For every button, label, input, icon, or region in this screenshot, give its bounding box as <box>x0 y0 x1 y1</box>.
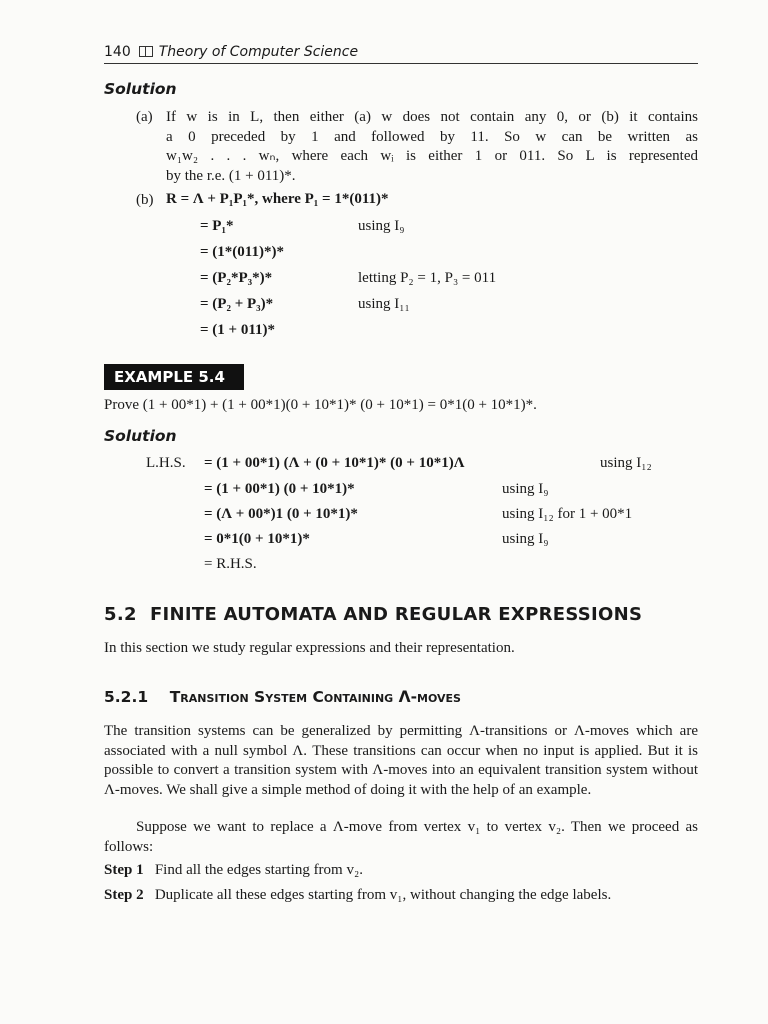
part-a-label: (a) <box>136 109 153 125</box>
proof-note: using I₉ <box>502 531 549 547</box>
section-heading <box>104 604 642 625</box>
paragraph: The transition systems can be generalized by permitting Λ-transitions or Λ-moves which are associated with a null symbol Λ. These transitions can occur when no input is applied. But it is possible to convert a transition system with Λ-moves into an equivalent transition system without Λ-moves. We shall give a simple method of doing it with the help of an example. <box>104 723 698 798</box>
part-a-text <box>166 108 698 186</box>
proof-step: = R.H.S. <box>204 556 257 572</box>
step-label: Step 2 <box>104 887 144 903</box>
part-a-line: a 0 preceded by 1 and followed by 11. So w can be written as <box>166 128 698 145</box>
step-label: Step 1 <box>104 862 144 878</box>
step-text: Find all the edges starting from v₂. <box>154 862 363 878</box>
derivation-step: = (P₂ + P₃)* <box>200 296 274 312</box>
step-item <box>104 886 698 906</box>
step-text: Duplicate all these edges starting from v₁, without changing the edge labels. <box>154 887 612 903</box>
part-a-line: w₁w₂ . . . wₙ, where each wᵢ is either 1 or 011. So L is represented <box>166 148 698 164</box>
header-rule <box>104 63 698 64</box>
proof-note: using I₉ <box>502 481 549 497</box>
book-title: Theory of Computer Science <box>158 44 359 60</box>
derivation-step: = (1 + 011)* <box>200 322 276 338</box>
part-b-label: (b) <box>136 192 154 208</box>
running-header <box>104 44 358 61</box>
derivation-step: = P₁* <box>200 218 234 234</box>
part-b-equation: R = Λ + P₁P₁*, where P₁ = 1*(011)* <box>166 191 389 207</box>
section-intro: In this section we study regular expressions and their representation. <box>104 640 515 656</box>
example-label: EXAMPLE 5.4 <box>104 364 244 390</box>
section-title: FINITE AUTOMATA AND REGULAR EXPRESSIONS <box>149 604 643 625</box>
part-a-line: If w is in L, then either (a) w does not contain any 0, or (b) it contains <box>166 109 698 125</box>
subsection-number: 5.2.1 <box>104 688 149 706</box>
proof-step: = (1 + 00*1) (Λ + (0 + 10*1)* (0 + 10*1)Λ <box>204 455 465 471</box>
proof-step: = (Λ + 00*)1 (0 + 10*1)* <box>204 506 358 522</box>
proof-step: = 0*1(0 + 10*1)* <box>204 531 310 547</box>
part-a-line: by the r.e. (1 + 011)*. <box>166 167 296 184</box>
solution-heading: Solution <box>104 80 177 98</box>
paragraph: Suppose we want to replace a Λ-move from vertex v₁ to vertex v₂. Then we proceed as follows: <box>104 819 698 855</box>
derivation-note: letting P₂ = 1, P₃ = 011 <box>358 270 497 286</box>
subsection-title: Transition System Containing Λ-moves <box>169 688 461 706</box>
example-statement: Prove (1 + 00*1) + (1 + 00*1)(0 + 10*1)* (0 + 10*1) = 0*1(0 + 10*1)*. <box>104 397 537 413</box>
solution-heading: Solution <box>104 427 177 445</box>
proof-note: using I₁₂ for 1 + 00*1 <box>502 506 633 522</box>
section-number: 5.2 <box>104 604 137 625</box>
derivation-note: using I₁₁ <box>358 296 410 312</box>
step-item <box>104 861 698 881</box>
derivation-step: = (P₂*P₃*)* <box>200 270 273 286</box>
subsection-heading <box>104 688 461 706</box>
page-number: 140 <box>104 44 131 60</box>
book-icon <box>139 46 153 57</box>
derivation-step: = (1*(011)*)* <box>200 244 284 260</box>
proof-note: using I₁₂ <box>600 455 652 471</box>
lhs-label: L.H.S. <box>146 455 186 471</box>
proof-step: = (1 + 00*1) (0 + 10*1)* <box>204 481 355 497</box>
derivation-note: using I₉ <box>358 218 405 234</box>
